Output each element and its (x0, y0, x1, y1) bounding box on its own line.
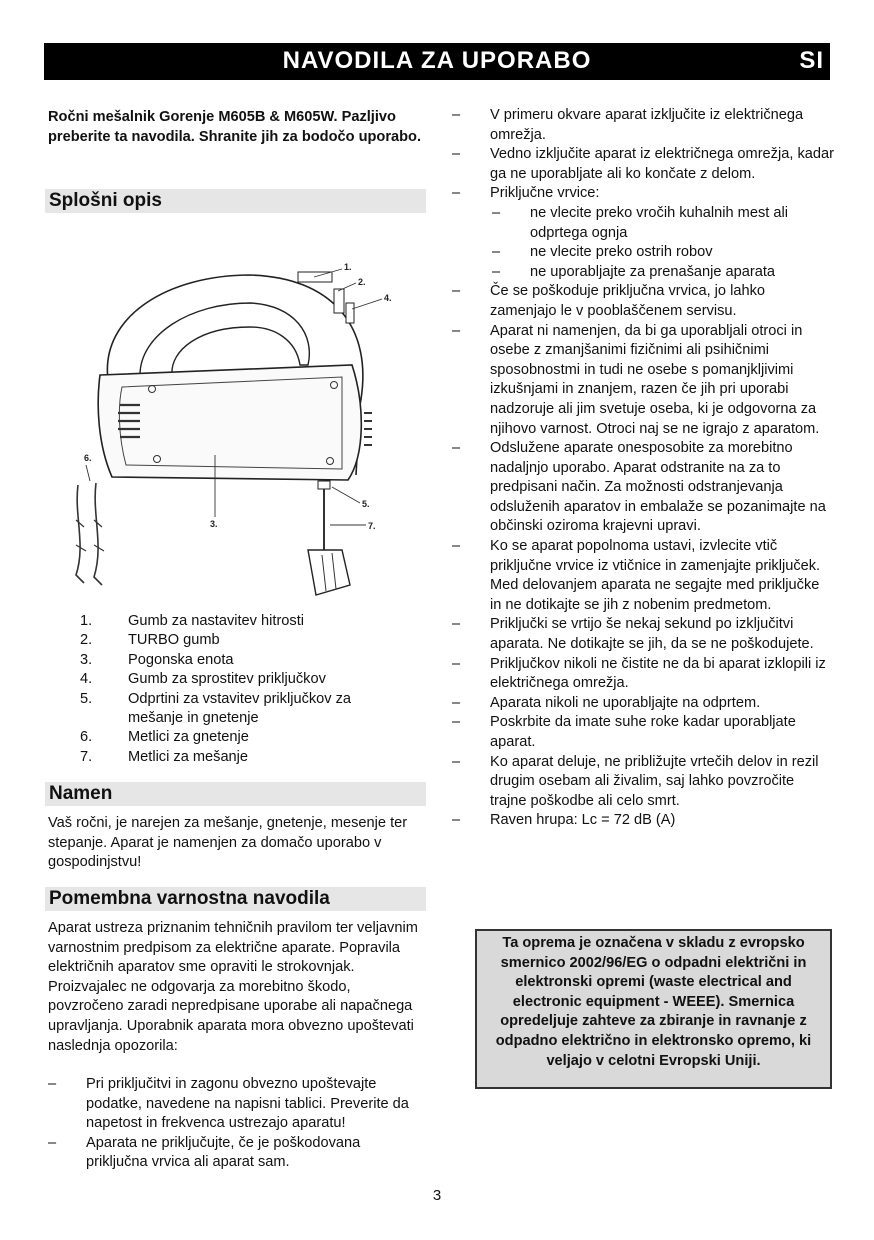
mixer-diagram (60, 255, 400, 605)
diagram-label-6: 6. (84, 453, 92, 463)
list-item: – Odslužene aparate onesposobite za morebitno nadaljnjo uporabo. Aparat odstranite na za to predpisani način. Za možnosti odstranjevanja odsluženih aparatov in embalaže se pozanimajte na občinski oziroma krajevni upravi. (452, 439, 834, 537)
diagram-label-7: 7. (368, 521, 376, 531)
list-item: 2. TURBO gumb (80, 632, 220, 649)
list-item: – Raven hrupa: Lc = 72 dB (A) (452, 811, 834, 831)
list-item: – Priključkov nikoli ne čistite ne da bi aparat izklopili iz električnega omrežja. (452, 655, 834, 694)
cord-sub-list (490, 204, 834, 282)
list-item: – Ko se aparat popolnoma ustavi, izvlecite vtič priključne vrvice iz vtičnice in zamenjajte priključek. Med delovanjem aparata ne segajte med priključke in ne dotikajte se jih z nobenim predmetom. (452, 537, 834, 615)
section-purpose: Namen (45, 782, 426, 806)
intro-text: Ročni mešalnik Gorenje M605B & M605W. Pazljivo preberite ta navodila. Shranite jih za bodočo uporabo. (48, 109, 422, 145)
eject-button-drawing (346, 303, 354, 323)
diagram-label-1: 1. (344, 262, 352, 272)
right-warnings-list (452, 106, 834, 831)
safety-paragraph: Proizvajalec ne odgovarja za morebitno škodo, povzročeno zaradi nepredpisane uporabe ali napačnega upravljanja. Uporabnik aparata mora obvezno upoštevati naslednja opozorila: (48, 978, 414, 1054)
list-item: 5. Odprtini za vstavitev priključkov za mešanje in gnetenje (80, 690, 352, 727)
page-title: NAVODILA ZA UPORABO (282, 47, 592, 74)
section-general-description: Splošni opis (45, 189, 426, 213)
list-item: – Priključki se vrtijo še nekaj sekund po izključitvi aparata. Ne dotikajte se jih, da se ne poškodujete. (452, 615, 834, 654)
list-item: – Aparat ni namenjen, da bi ga uporabljali otroci in osebe z zmanjšanimi fizičnimi ali psihičnimi sposobnostmi in tudi ne osebe s pomanjkljivimi izkušnjami in znanjem, razen če jih pri uporabi nadzoruje ali jim svetuje oseba, ki je odgovorna za njihovo varnost. Otroci naj se ne igrajo z aparatom. (452, 322, 834, 440)
dough-hooks-drawing (76, 483, 102, 585)
diagram-label-3: 3. (210, 519, 218, 529)
page-header (44, 43, 830, 80)
list-item: 4. Gumb za sprostitev priključkov (80, 671, 326, 688)
list-item: – Aparata ne priključujte, če je poškodovana priključna vrvica ali aparat sam. (48, 1134, 420, 1173)
list-item: 3. Pogonska enota (80, 651, 234, 668)
diagram-label-4: 4. (384, 293, 392, 303)
rear-vent-slots (364, 413, 372, 445)
turbo-button-drawing (334, 289, 344, 313)
page-number: 3 (432, 1187, 442, 1204)
list-item: 7. Metlici za mešanje (80, 748, 249, 765)
mixer-handle-inner (140, 303, 309, 375)
sub-list-item: – ne vlecite preko vročih kuhalnih mest ali odprtega ognja (490, 204, 834, 243)
cord-title: Priključne vrvice: (490, 185, 600, 202)
parts-list (80, 612, 410, 767)
left-warnings-list (48, 1075, 420, 1173)
list-item: – Aparata nikoli ne uporabljajte na odprtem. (452, 694, 834, 714)
beater-socket (318, 481, 330, 489)
list-item (452, 184, 834, 282)
diagram-label-2: 2. (358, 277, 366, 287)
purpose-text: Vaš ročni, je narejen za mešanje, gnetenje, mesenje ter stepanje. Aparat je namenjen za domačo uporabo v gospodinjstvu! (48, 815, 408, 871)
list-item: – Pri priključitvi in zagonu obvezno upoštevajte podatke, navedene na napisni tablici. Preverite da napetost in frekvenca ustrezajo aparatu! (48, 1075, 420, 1134)
list-item: 6. Metlici za gnetenje (80, 729, 249, 746)
list-item: – Če se poškoduje priključna vrvica, jo lahko zamenjajo le v pooblaščenem servisu. (452, 282, 834, 321)
sub-list-item: – ne uporabljajte za prenašanje aparata (490, 263, 834, 283)
safety-paragraph: Aparat ustreza priznanim tehničnih pravilom ter veljavnim varnostnim predpisom za električne aparate. Popravila električnih aparatov sme opraviti le strokovnjak. (48, 920, 418, 976)
list-item: – Poskrbite da imate suhe roke kadar uporabljate aparat. (452, 713, 834, 752)
safety-intro (48, 919, 426, 1056)
sub-list-item: – ne vlecite preko ostrih robov (490, 243, 834, 263)
list-item: 1. Gumb za nastavitev hitrosti (80, 613, 305, 629)
language-code: SI (799, 47, 824, 74)
list-item: – Ko aparat deluje, ne približujte vrtečih delov in rezil drugim osebam ali živalim, saj lahko povzročite trajne poškodbe ali celo smrt. (452, 753, 834, 812)
section-safety: Pomembna varnostna navodila (45, 887, 426, 911)
whisk-drawing (308, 550, 350, 595)
diagram-label-5: 5. (362, 499, 370, 509)
list-item: – V primeru okvare aparat izključite iz električnega omrežja. (452, 106, 834, 145)
list-item: – Vedno izključite aparat iz električnega omrežja, kadar ga ne uporabljate ali ko končate z delom. (452, 145, 834, 184)
weee-notice-box: Ta oprema je označena v skladu z evropsko smernico 2002/96/EG o odpadni električni in elektronski opremi (waste electrical and electronic equipment - WEEE). Smernica opredeljuje zahteve za zbiranje in ravnanje z odpadno električno in elektronsko opremo, ki veljajo v celotni Evropski Uniji. (475, 929, 832, 1089)
